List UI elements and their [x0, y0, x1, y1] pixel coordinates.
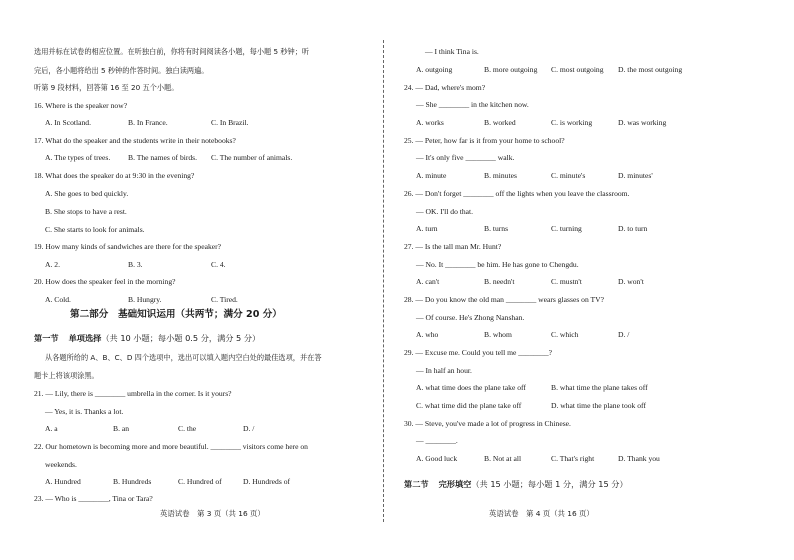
q28-option-b: B. whom: [484, 330, 512, 339]
q23-option-b: B. more outgoing: [484, 65, 538, 74]
q29-option-c: C. what time did the plane take off: [416, 401, 522, 410]
right-page-footer: 英语试卷 第 4 页（共 16 页）: [489, 509, 594, 518]
q21-line-1: 21. — Lily, there is ________ umbrella in the corner. Is it yours?: [34, 389, 232, 398]
q30-option-d: D. Thank you: [618, 454, 660, 463]
q21-option-c: C. the: [178, 424, 197, 433]
section1-note: （共 10 小题；每小题 0.5 分，满分 5 分）: [101, 333, 261, 343]
q16-option-c: C. In Brazil.: [211, 118, 249, 127]
q30-option-a: A. Good luck: [416, 454, 458, 463]
q24-option-d: D. was working: [618, 118, 667, 127]
q23-line-2: — I think Tina is.: [425, 47, 479, 56]
q20-option-b: B. Hungry.: [128, 295, 162, 304]
q22-option-c: C. Hundred of: [178, 477, 222, 486]
intro-line-2: 完后，各小题将给出 5 秒钟的作答时间。独白读两遍。: [34, 66, 209, 75]
section2-title: 完形填空: [438, 479, 472, 489]
q24-line-2: — She ________ in the kitchen now.: [416, 100, 529, 109]
intro-line-1: 选用并标在试卷的相应位置。在听独白前，你将有时间阅读各小题，每小题 5 秒钟；听: [34, 47, 310, 56]
q18-option-c: C. She starts to look for animals.: [45, 225, 145, 234]
q25-line-2: — It's only five ________ walk.: [416, 153, 515, 162]
q19-stem: 19. How many kinds of sandwiches are there for the speaker?: [34, 242, 222, 251]
section1-instructions-line-2: 题卡上将该项涂黑。: [34, 371, 99, 380]
section1-title: 单项选择: [68, 333, 102, 343]
q26-option-c: C. turning: [551, 224, 582, 233]
page-divider: [383, 40, 384, 522]
q26-option-d: D. to turn: [618, 224, 648, 233]
q27-option-d: D. won't: [618, 277, 644, 286]
q30-line-1: 30. — Steve, you've made a lot of progress in Chinese.: [404, 419, 571, 428]
q22-option-b: B. Hundreds: [113, 477, 152, 486]
q29-line-1: 29. — Excuse me. Could you tell me ________?: [404, 348, 553, 357]
q17-option-a: A. The types of trees.: [45, 153, 111, 162]
section1-instructions-line-1: 从各题所给的 A、B、C、D 四个选项中，选出可以填入题内空白处的最佳选项，并在答: [45, 353, 322, 362]
q25-option-a: A. minute: [416, 171, 447, 180]
q21-option-a: A. a: [45, 424, 58, 433]
q23-option-a: A. outgoing: [416, 65, 453, 74]
q23-option-c: C. most outgoing: [551, 65, 604, 74]
q27-option-a: A. can't: [416, 277, 440, 286]
q19-option-b: B. 3.: [128, 260, 143, 269]
section1-header: [34, 332, 260, 344]
q18-option-a: A. She goes to bed quickly.: [45, 189, 129, 198]
q29-option-b: B. what time the plane takes off: [551, 383, 648, 392]
q21-option-d: D. /: [243, 424, 255, 433]
intro-line-3: 听第 9 段材料，回答第 16 至 20 五个小题。: [34, 83, 179, 92]
q16-option-b: B. In France.: [128, 118, 168, 127]
section2-header: [404, 478, 628, 490]
q25-line-1: 25. — Peter, how far is it from your home to school?: [404, 136, 565, 145]
q17-stem: 17. What do the speaker and the students write in their notebooks?: [34, 136, 236, 145]
q24-option-a: A. works: [416, 118, 444, 127]
q17-option-b: B. The names of birds.: [128, 153, 198, 162]
q29-option-a: A. what time does the plane take off: [416, 383, 526, 392]
q19-option-a: A. 2.: [45, 260, 60, 269]
q30-option-b: B. Not at all: [484, 454, 522, 463]
part2-title: 第二部分 基础知识运用（共两节；满分 20 分）: [70, 309, 282, 320]
q24-option-b: B. worked: [484, 118, 516, 127]
q28-option-c: C. which: [551, 330, 579, 339]
q27-option-b: B. needn't: [484, 277, 515, 286]
q30-option-c: C. That's right: [551, 454, 595, 463]
q28-option-d: D. /: [618, 330, 630, 339]
q22-line-1: 22. Our hometown is becoming more and more beautiful. ________ visitors come here on: [34, 442, 308, 451]
q16-option-a: A. In Scotland.: [45, 118, 91, 127]
section2-label: 第二节: [404, 479, 429, 489]
q17-option-c: C. The number of animals.: [211, 153, 293, 162]
q30-line-2: — ________.: [416, 436, 458, 445]
q29-option-d: D. what time the plane took off: [551, 401, 646, 410]
q29-line-2: — In half an hour.: [416, 366, 472, 375]
q23-line-1: 23. — Who is ________, Tina or Tara?: [34, 494, 153, 503]
section1-label: 第一节: [34, 333, 59, 343]
q16-stem: 16. Where is the speaker now?: [34, 101, 128, 110]
q25-option-d: D. minutes': [618, 171, 653, 180]
right-page: [397, 0, 794, 560]
q24-option-c: C. is working: [551, 118, 593, 127]
q25-option-c: C. minute's: [551, 171, 586, 180]
q20-stem: 20. How does the speaker feel in the morning?: [34, 277, 176, 286]
q21-line-2: — Yes, it is. Thanks a lot.: [45, 407, 124, 416]
q20-option-a: A. Cold.: [45, 295, 71, 304]
q24-line-1: 24. — Dad, where's mom?: [404, 83, 486, 92]
q28-option-a: A. who: [416, 330, 439, 339]
q25-option-b: B. minutes: [484, 171, 517, 180]
q26-option-b: B. turns: [484, 224, 509, 233]
q22-line-2: weekends.: [45, 460, 77, 469]
q27-line-2: — No. It ________ be him. He has gone to Chengdu.: [416, 260, 579, 269]
q28-line-1: 28. — Do you know the old man ________ wears glasses on TV?: [404, 295, 605, 304]
q22-option-a: A. Hundred: [45, 477, 81, 486]
q26-line-2: — OK. I'll do that.: [416, 207, 474, 216]
q18-stem: 18. What does the speaker do at 9:30 in the evening?: [34, 171, 195, 180]
q20-option-c: C. Tired.: [211, 295, 238, 304]
q19-option-c: C. 4.: [211, 260, 226, 269]
q26-option-a: A. turn: [416, 224, 438, 233]
left-page: [0, 0, 380, 560]
q26-line-1: 26. — Don't forget ________ off the lights when you leave the classroom.: [404, 189, 630, 198]
q27-line-1: 27. — Is the tall man Mr. Hunt?: [404, 242, 502, 251]
q22-option-d: D. Hundreds of: [243, 477, 291, 486]
q18-option-b: B. She stops to have a rest.: [45, 207, 127, 216]
q28-line-2: — Of course. He's Zhong Nanshan.: [416, 313, 525, 322]
q27-option-c: C. mustn't: [551, 277, 582, 286]
left-page-footer: 英语试卷 第 3 页（共 16 页）: [160, 509, 265, 518]
section2-note: （共 15 小题；每小题 1 分，满分 15 分）: [471, 479, 628, 489]
q23-option-d: D. the most outgoing: [618, 65, 683, 74]
q21-option-b: B. an: [113, 424, 130, 433]
